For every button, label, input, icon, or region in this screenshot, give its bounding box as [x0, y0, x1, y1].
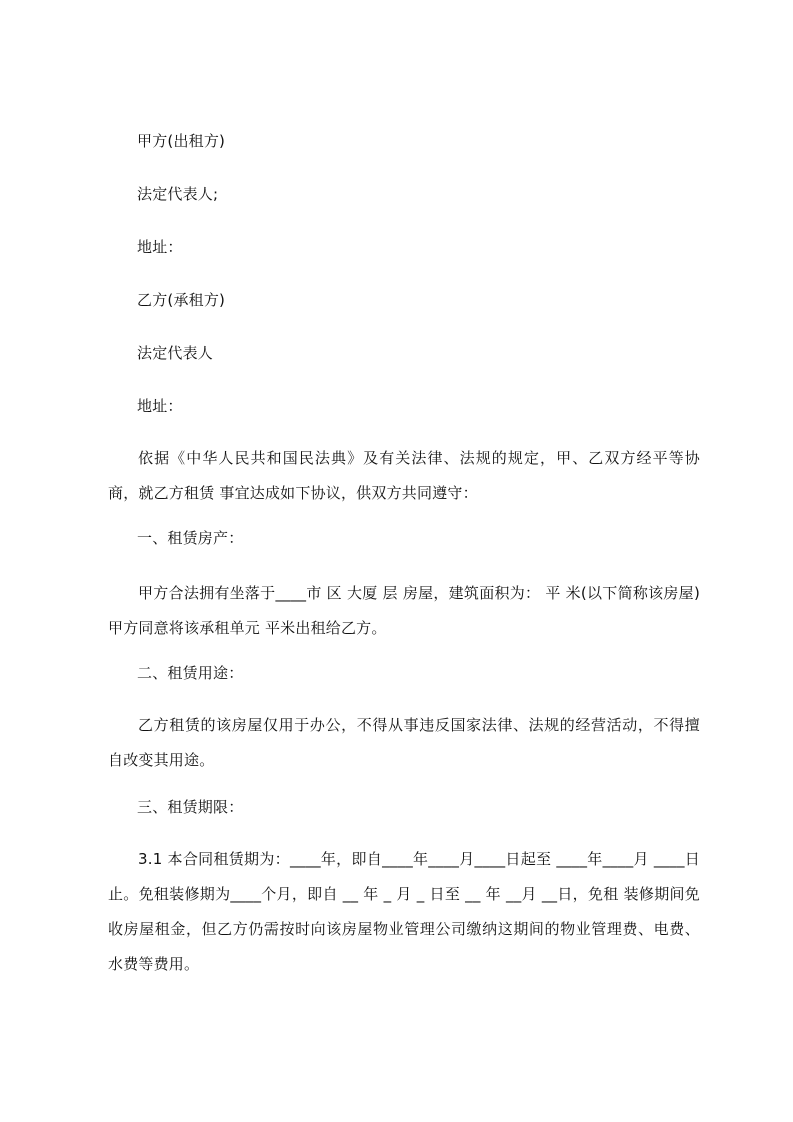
intro-paragraph: 依据《中华人民共和国民法典》及有关法律、法规的规定，甲、乙双方经平等协商，就乙方租赁 事宜达成如下协议，供双方共同遵守：	[108, 449, 700, 502]
section-3-clause-1: 3.1 本合同租赁期为：____年，即自____年____月____日起至 ____年____月 ____日止。免租装修期为____个月，即自 __ 年 _ 月 _ 日至 __ 年 __月 __日，免租 装修期间免收房屋租金，但乙方仍需按时向该房屋物业管理公司缴纳这期间的物业管理费、电费、水费等费用。	[108, 850, 700, 973]
party-a-heading: 甲方(出租方)	[137, 132, 226, 150]
party-a-address: 地址：	[137, 238, 183, 256]
section-2-title: 二、租赁用途：	[137, 664, 244, 682]
section-3-title: 三、租赁期限：	[137, 798, 244, 816]
party-b-address: 地址：	[137, 397, 183, 415]
party-b-representative: 法定代表人	[137, 344, 214, 362]
section-1-title: 一、租赁房产：	[137, 529, 244, 547]
section-2-body: 乙方租赁的该房屋仅用于办公，不得从事违反国家法律、法规的经营活动，不得擅自改变其用途。	[108, 716, 700, 769]
party-b-heading: 乙方(承租方)	[137, 291, 226, 309]
section-1-body: 甲方合法拥有坐落于____市 区 大厦 层 房屋，建筑面积为： 平 米(以下简称该房屋)甲方同意将该承租单元 平米出租给乙方。	[108, 584, 700, 637]
party-a-representative: 法定代表人;	[137, 185, 219, 203]
